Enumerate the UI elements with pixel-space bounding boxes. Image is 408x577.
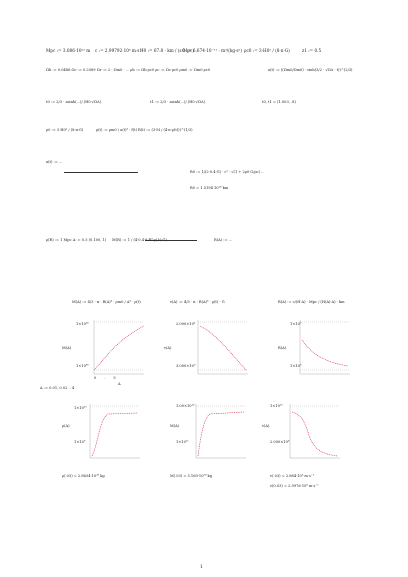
def-rho-c0: ρc0 := 3·H0² / (8·π·G) (244, 48, 290, 53)
graph2-title: v(A) := 4/3 · π · R(A)³ · ρ(t) · G (170, 300, 225, 304)
def-m-of-r: M(R) := 1 / (4·0.4·8·R³·ρ(A)·G) (112, 238, 167, 242)
result-1: ρ(.03) = 2.8634·10²⁶ kg (62, 474, 105, 478)
graph1-xticks: 0.5 (94, 376, 124, 380)
graph3-ytick-bot: 1×10⁸ (290, 364, 302, 368)
def-omegas: Ωb := 0.0486 Ωc := 0.2589 Ωr := 2 · Ωm0 · ... ρb := Ωb·ρc0 ρc := Ωc·ρc0 ρm0 := Ωm0·ρc0 (46, 68, 211, 72)
fraction-bar-2 (145, 240, 197, 241)
graph1-xlabel: A (118, 382, 121, 386)
def-rho0: ρ0 := 3·H0² / (8·π·G) (46, 128, 84, 132)
def-r0: R0 := 1/(2·0.4·G) · c² · √(1 + 2ρ0·G/ρc) ... (190, 170, 265, 174)
graph3-ylabel: R(A) (278, 346, 287, 350)
graph2-ytick-bot: 3.000×10⁹ (176, 364, 196, 368)
def-t1: t1 := 2/3 · asinh(...)/ (H0·√ΩΛ) (150, 100, 206, 104)
graph1-plot (94, 320, 144, 374)
result-4: v(0.03) = 2.9976·10⁸ m·s⁻¹ (270, 484, 319, 488)
def-h0: H0 := 67.8 · km / (s·Mpc) (140, 48, 194, 53)
def-a-fraction: a(t) := ... (46, 160, 63, 164)
def-a-range: A := 0.01, 0.02 .. 4 (40, 386, 75, 390)
def-z1: z1 := 0.5 (302, 48, 322, 53)
result-2: M(.03) = 5.169·10²⁸ kg (170, 474, 213, 478)
graph2-ylabel: v(A) (164, 346, 172, 350)
graph3-plot (300, 320, 350, 374)
graph3-title: R(A) := c/(H·A) · Mpc / (H(A)·A) · km (278, 300, 345, 304)
graph6-plot (290, 404, 340, 458)
graph4-plot (90, 404, 140, 458)
graph5-ylabel: M(A) (170, 424, 180, 428)
graph1-ytick-bot: 1×10⁴⁰ (76, 364, 89, 368)
graph5-ytick-top: 1.00×10¹³ (176, 404, 195, 408)
graph6-ytick-top: 1×10¹⁰ (270, 404, 283, 408)
graph5-ytick-bot: 1×10¹¹ (176, 440, 189, 444)
def-c: c := 2.99792·10⁸ m·s⁻¹ (95, 48, 144, 53)
page-number: 1 (200, 565, 203, 570)
graph2-ytick-top: 2.000×10⁸ (176, 322, 196, 326)
result-3: v(.03) = 2.884·10⁸ m·s⁻¹ (270, 474, 315, 478)
graph6-ytick-bot: 2.000×10⁸ (270, 440, 290, 444)
graph6-ylabel: v(A) (262, 424, 270, 428)
graph4-ylabel: ρ(A) (62, 424, 70, 428)
graph4-ytick-bot: 1×10⁹ (74, 440, 86, 444)
def-r-of-t: R(t) := (3·M / (4·π·ρ(t)))^(1/3) (138, 128, 193, 132)
graph5-plot (196, 404, 246, 458)
graph4-ytick-top: 1×10¹⁰ (74, 406, 87, 410)
graph1-title: M(A) := 4/3 · π · R(A)³ · ρm0 / A³ · ρ(t) (72, 300, 141, 304)
graph1-ytick-top: 1×10⁵² (76, 322, 89, 326)
graph2-plot (198, 320, 248, 374)
graph3-ytick-top: 1×10⁹ (290, 322, 302, 326)
def-t0: t0 := 2/3 · asinh(...)/ (H0·√ΩΛ) (46, 100, 102, 104)
def-rho-of-r: ρ(R) := 1 Mpc A := 0.5 (0.100, 1) (46, 238, 107, 242)
def-r-of-a: R(A) := ... (214, 238, 233, 242)
eval-r0: R0 = 1.5194·10²⁶ km (190, 186, 229, 190)
def-a-of-t: a(t) := ((Ωm0/Ωm0) · sinh(3/2 · √ΩΛ · t))^(2/3) (268, 68, 353, 72)
def-mpc: Mpc := 3.086·10²² m (46, 48, 91, 53)
eval-t0-t1: t0, t1 = (1.003, .8) (262, 100, 296, 104)
fraction-bar (64, 172, 138, 173)
graph1-ylabel: M(A) (62, 346, 72, 350)
def-rho-of-t: ρ(t) := ρm0 / a(t)³ · f(t) (96, 128, 138, 132)
def-g: G := 6.674·10⁻¹¹ · m³/(kg·s²) (182, 48, 242, 53)
